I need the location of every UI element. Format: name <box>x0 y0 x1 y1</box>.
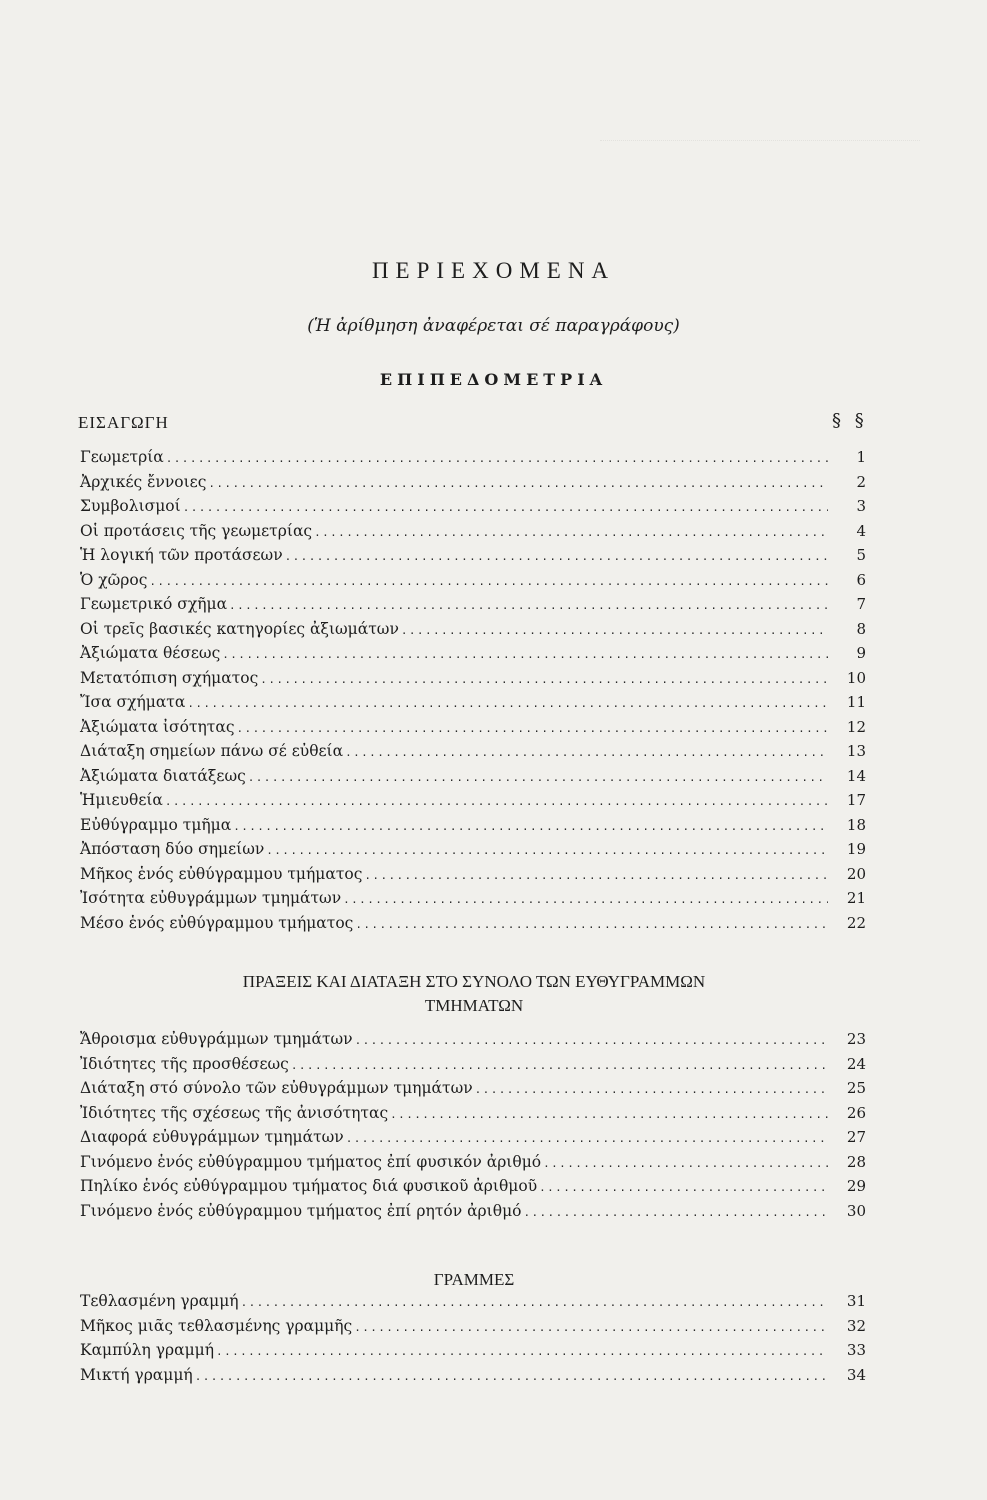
toc-entry[interactable]: Γεωμετρικό σχῆμα ..... 7 <box>80 595 866 620</box>
toc-entry[interactable]: Μέσο ἑνός εὐθύγραμμου τμήματος ..... 22 <box>80 914 866 939</box>
toc-entry[interactable]: Πηλίκο ἑνός εὐθύγραμμου τμήματος διά φυσικοῦ ἀριθμοῦ ..... 29 <box>80 1177 866 1202</box>
toc-entry[interactable]: Μῆκος ἑνός εὐθύγραμμου τμήματος ..... 20 <box>80 865 866 890</box>
toc-entry[interactable]: Τεθλασμένη γραμμή ..... 31 <box>80 1292 866 1317</box>
toc-entry[interactable]: Ἡμιευθεία ..... 17 <box>80 791 866 816</box>
toc-entry[interactable]: Οἱ προτάσεις τῆς γεωμετρίας ..... 4 <box>80 522 866 547</box>
toc-entry[interactable]: Μετατόπιση σχήματος ..... 10 <box>80 669 866 694</box>
toc-entry[interactable]: Γινόμενο ἑνός εὐθύγραμμου τμήματος ἐπί φυσικόν ἀριθμό ..... 28 <box>80 1153 866 1178</box>
intro-heading: ΕΙΣΑΓΩΓΗ <box>78 413 169 432</box>
section-heading: ΕΠΙΠΕΔΟΜΕΤΡΙΑ <box>379 370 608 389</box>
toc-entry[interactable]: Διάταξη στό σύνολο τῶν εὐθυγράμμων τμημάτων ..... 25 <box>80 1079 866 1104</box>
toc-entry[interactable]: Ὁ χῶρος ..... 6 <box>80 571 866 596</box>
page-subtitle: (Ἡ ἀρίθμηση ἀναφέρεται σέ παραγράφους) <box>307 316 680 336</box>
toc-entry[interactable]: Οἱ τρεῖς βασικές κατηγορίες ἀξιωμάτων ..... 8 <box>80 620 866 645</box>
toc-entry[interactable]: Ἀξιώματα θέσεως ..... 9 <box>80 644 866 669</box>
toc-entry[interactable]: Ἴσα σχήματα ..... 11 <box>80 693 866 718</box>
operations-heading: ΠΡΑΞΕΙΣ ΚΑΙ ΔΙΑΤΑΞΗ ΣΤΟ ΣΥΝΟΛΟ ΤΩΝ ΕΥΘΥΓΡΑΜΜΩΝ ΤΜΗΜΑΤΩΝ <box>242 972 706 1015</box>
paragraph-mark: § § <box>832 410 868 431</box>
toc-entry[interactable]: Ἀρχικές ἔννοιες ..... 2 <box>80 473 866 498</box>
toc-entry[interactable]: Ἡ λογική τῶν προτάσεων ..... 5 <box>80 546 866 571</box>
operations-list <box>80 1030 866 1226</box>
toc-entry[interactable]: Γεωμετρία ..... 1 <box>80 448 866 473</box>
toc-entry[interactable]: Συμβολισμοί ..... 3 <box>80 497 866 522</box>
toc-entry[interactable]: Γινόμενο ἑνός εὐθύγραμμου τμήματος ἐπί ρητόν ἀριθμό ..... 30 <box>80 1202 866 1227</box>
toc-entry[interactable]: Ἰδιότητες τῆς προσθέσεως ..... 24 <box>80 1055 866 1080</box>
toc-entry[interactable]: Ἰσότητα εὐθυγράμμων τμημάτων ..... 21 <box>80 889 866 914</box>
toc-entry[interactable]: Καμπύλη γραμμή ..... 33 <box>80 1341 866 1366</box>
toc-entry[interactable]: Ἄθροισμα εὐθυγράμμων τμημάτων ..... 23 <box>80 1030 866 1055</box>
toc-entry[interactable]: Ἀξιώματα διατάξεως ..... 14 <box>80 767 866 792</box>
toc-entry[interactable]: Εὐθύγραμμο τμῆμα ..... 18 <box>80 816 866 841</box>
intro-list <box>80 448 866 938</box>
toc-entry[interactable]: Διάταξη σημείων πάνω σέ εὐθεία ..... 13 <box>80 742 866 767</box>
lines-list <box>80 1292 866 1390</box>
toc-entry[interactable]: Ἀξιώματα ἰσότητας ..... 12 <box>80 718 866 743</box>
toc-entry[interactable]: Ἀπόσταση δύο σημείων ..... 19 <box>80 840 866 865</box>
toc-entry[interactable]: Μικτή γραμμή ..... 34 <box>80 1366 866 1391</box>
lines-heading: ΓΡΑΜΜΕΣ <box>433 1270 515 1289</box>
toc-entry[interactable]: Διαφορά εὐθυγράμμων τμημάτων ..... 27 <box>80 1128 866 1153</box>
toc-entry[interactable]: Ἰδιότητες τῆς σχέσεως τῆς ἀνισότητας ..... 26 <box>80 1104 866 1129</box>
page-title: ΠΕΡΙΕΧΟΜΕΝΑ <box>371 258 616 283</box>
toc-entry[interactable]: Μῆκος μιᾶς τεθλασμένης γραμμῆς ..... 32 <box>80 1317 866 1342</box>
